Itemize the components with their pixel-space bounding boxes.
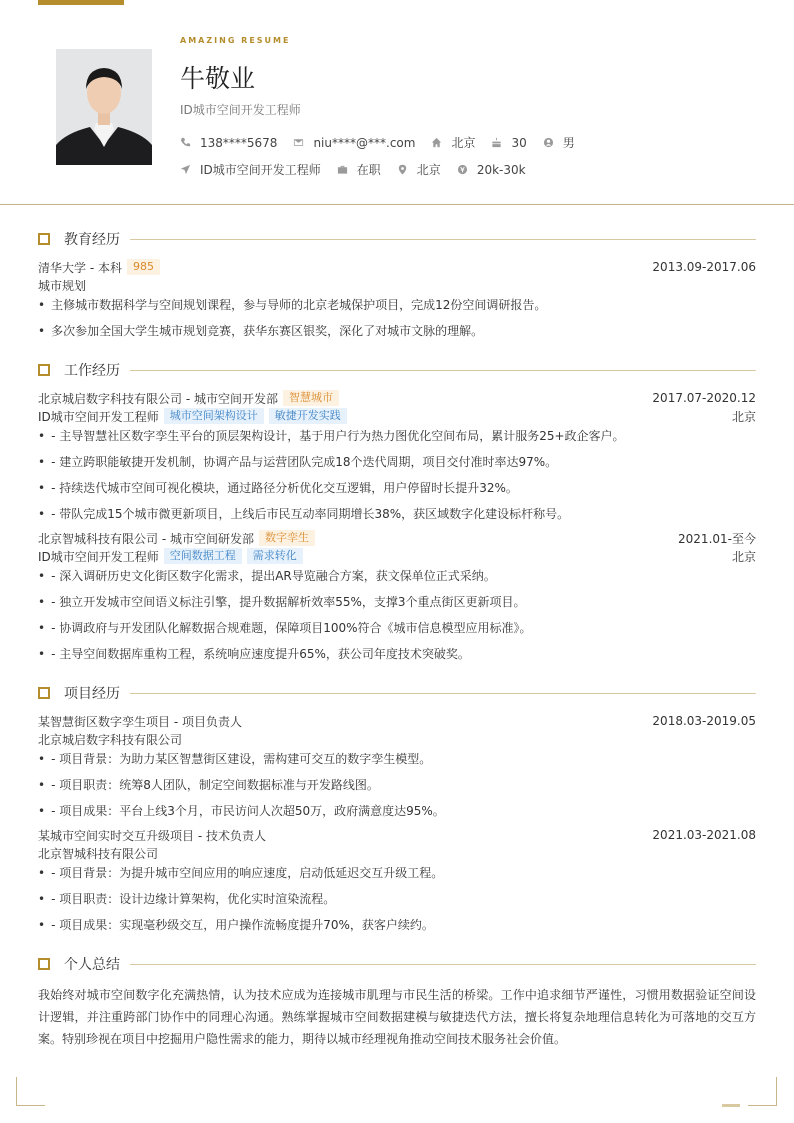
phone-item [180,136,277,150]
section-summary [38,955,756,973]
role-name: ID城市空间开发工程师 [38,549,159,564]
location-pin-icon [397,164,408,175]
section-marker-icon [38,958,50,970]
list-item: • - 项目职责：统筹8人团队，制定空间数据标准与开发路线图。 [38,776,756,794]
list-item: • - 项目背景：为助力某区智慧街区建设，需构建可交互的数字孪生模型。 [38,750,756,768]
city-value: 北京 [451,136,476,150]
mail-icon [293,137,304,148]
company-name: 北京智城科技有限公司 - 城市空间研发部 [38,531,254,546]
list-item: • - 深入调研历史文化街区数字化需求，提出AR导览融合方案，获文保单位正式采纳。 [38,567,756,585]
list-item: • 主修城市数据科学与空间规划课程，参与导师的北京老城保护项目，完成12份空间调研报告。 [38,296,756,314]
money-icon [457,164,468,175]
list-item: • - 协调政府与开发团队化解数据合规难题，保障项目100%符合《城市信息模型应用标准》。 [38,619,756,637]
salary-value: 20k-30k [476,162,526,177]
company-tag: 数字孪生 [259,530,315,546]
candidate-title: ID城市空间开发工程师 [180,103,301,117]
education-major [38,276,756,294]
section-projects [38,684,756,702]
target-role-value: ID城市空间开发工程师 [200,163,321,177]
work-location: 北京 [731,549,756,564]
section-education [38,230,756,248]
profile-photo [56,49,152,165]
resume-header [0,0,794,205]
candidate-name: 牛敬业 [180,64,256,93]
phone-value: 138****5678 [200,135,278,150]
age-item [491,136,526,150]
age-value: 30 [511,135,527,150]
status-value: 在职 [356,163,381,177]
section-work [38,361,756,379]
section-rule [130,239,756,240]
work-location: 北京 [731,409,756,424]
work-header [38,529,756,547]
list-item: • - 持续迭代城市空间可视化模块，通过路径分析优化交互逻辑，用户停留时长提升32%。 [38,479,756,497]
list-item: • - 建立跨职能敏捷开发机制，协调产品与运营团队完成18个迭代周期，项目交付准时率达97%。 [38,453,756,471]
section-title: 项目经历 [64,686,120,702]
project-org-row [38,844,756,862]
section-title: 工作经历 [64,363,120,379]
section-marker-icon [38,233,50,245]
bottom-accent-bar [722,1104,740,1107]
role-name: ID城市空间开发工程师 [38,409,159,424]
work-date: 2017.07-2020.12 [652,391,756,405]
project-date: 2021.03-2021.08 [652,828,756,842]
user-icon [543,137,554,148]
corner-decoration [748,1077,777,1106]
role-tag: 城市空间架构设计 [164,408,264,424]
project-org: 北京城启数字科技有限公司 [38,732,183,747]
role-tag: 需求转化 [247,548,303,564]
corner-decoration [16,1077,45,1106]
project-date: 2018.03-2019.05 [652,714,756,728]
project-org-row [38,730,756,748]
school-name: 清华大学 - 本科 [38,260,122,275]
brand-label: AMAZING RESUME [180,36,291,45]
email-item [293,136,415,150]
phone-icon [180,137,191,148]
role-tag: 空间数据工程 [164,548,242,564]
section-rule [130,370,756,371]
section-title: 个人总结 [64,957,120,973]
section-marker-icon [38,687,50,699]
education-date: 2013.09-2017.06 [652,260,756,274]
list-item: • - 主导智慧社区数字孪生平台的顶层架构设计，基于用户行为热力图优化空间布局，累计服务25+政企客户。 [38,427,756,445]
work-role-row [38,547,756,565]
major-name: 城市规划 [38,278,87,293]
home-icon [431,137,442,148]
project-title: 某智慧街区数字孪生项目 - 项目负责人 [38,714,242,729]
list-item: • - 项目职责：设计边缘计算架构，优化实时渲染流程。 [38,890,756,908]
job-intent-row [180,161,542,178]
status-item [337,161,381,178]
gender-value: 男 [562,136,575,150]
email-value: niu****@***.com [313,135,416,150]
list-item: • - 带队完成15个城市微更新项目，上线后市民互动率同期增长38%，获区域数字化建设标杆称号。 [38,505,756,523]
summary-text: 我始终对城市空间数字化充满热情，认为技术应成为连接城市肌理与市民生活的桥梁。工作中追求细节严谨性，习惯用数据验证空间设计逻辑，并注重跨部门协作中的同理心沟通。熟练掌握城市空间数据建模与敏捷迭代方法，擅长将复杂地理信息转化为可落地的交互方案。特别珍视在项目中挖掘用户隐性需求的能力，期待以城市经理视角推动空间技术服务社会价值。 [38,988,756,1046]
education-header [38,258,756,276]
salary-item [457,163,526,177]
work-date: 2021.01-至今 [678,531,756,546]
section-title: 教育经历 [64,232,120,248]
city-item [431,134,475,151]
project-header [38,826,756,844]
target-role-item [180,161,321,178]
work-role-row [38,407,756,425]
send-icon [180,164,191,175]
project-org: 北京智城科技有限公司 [38,846,159,861]
list-item: • - 项目成果：实现毫秒级交互，用户操作流畅度提升70%，获客户续约。 [38,916,756,934]
work-header [38,389,756,407]
list-item: • - 项目成果：平台上线3个月，市民访问人次超50万，政府满意度达95%。 [38,802,756,820]
section-rule [130,693,756,694]
section-marker-icon [38,364,50,376]
cake-icon [491,137,502,148]
briefcase-icon [337,164,348,175]
list-item: • 多次参加全国大学生城市规划竞赛，获华东赛区银奖，深化了对城市文脉的理解。 [38,322,756,340]
company-tag: 智慧城市 [283,390,339,406]
project-header [38,712,756,730]
company-name: 北京城启数字科技有限公司 - 城市空间开发部 [38,391,278,406]
list-item: • - 独立开发城市空间语义标注引擎，提升数据解析效率55%，支撑3个重点街区更新项目。 [38,593,756,611]
contact-row [180,134,591,151]
project-title: 某城市空间实时交互升级项目 - 技术负责人 [38,828,266,843]
target-city-item [397,161,441,178]
list-item: • - 项目背景：为提升城市空间应用的响应速度，启动低延迟交互升级工程。 [38,864,756,882]
list-item: • - 主导空间数据库重构工程，系统响应速度提升65%，获公司年度技术突破奖。 [38,645,756,663]
gender-item [543,134,575,151]
role-tag: 敏捷开发实践 [269,408,347,424]
target-city-value: 北京 [416,163,441,177]
school-tag: 985 [127,259,160,275]
section-rule [130,964,756,965]
